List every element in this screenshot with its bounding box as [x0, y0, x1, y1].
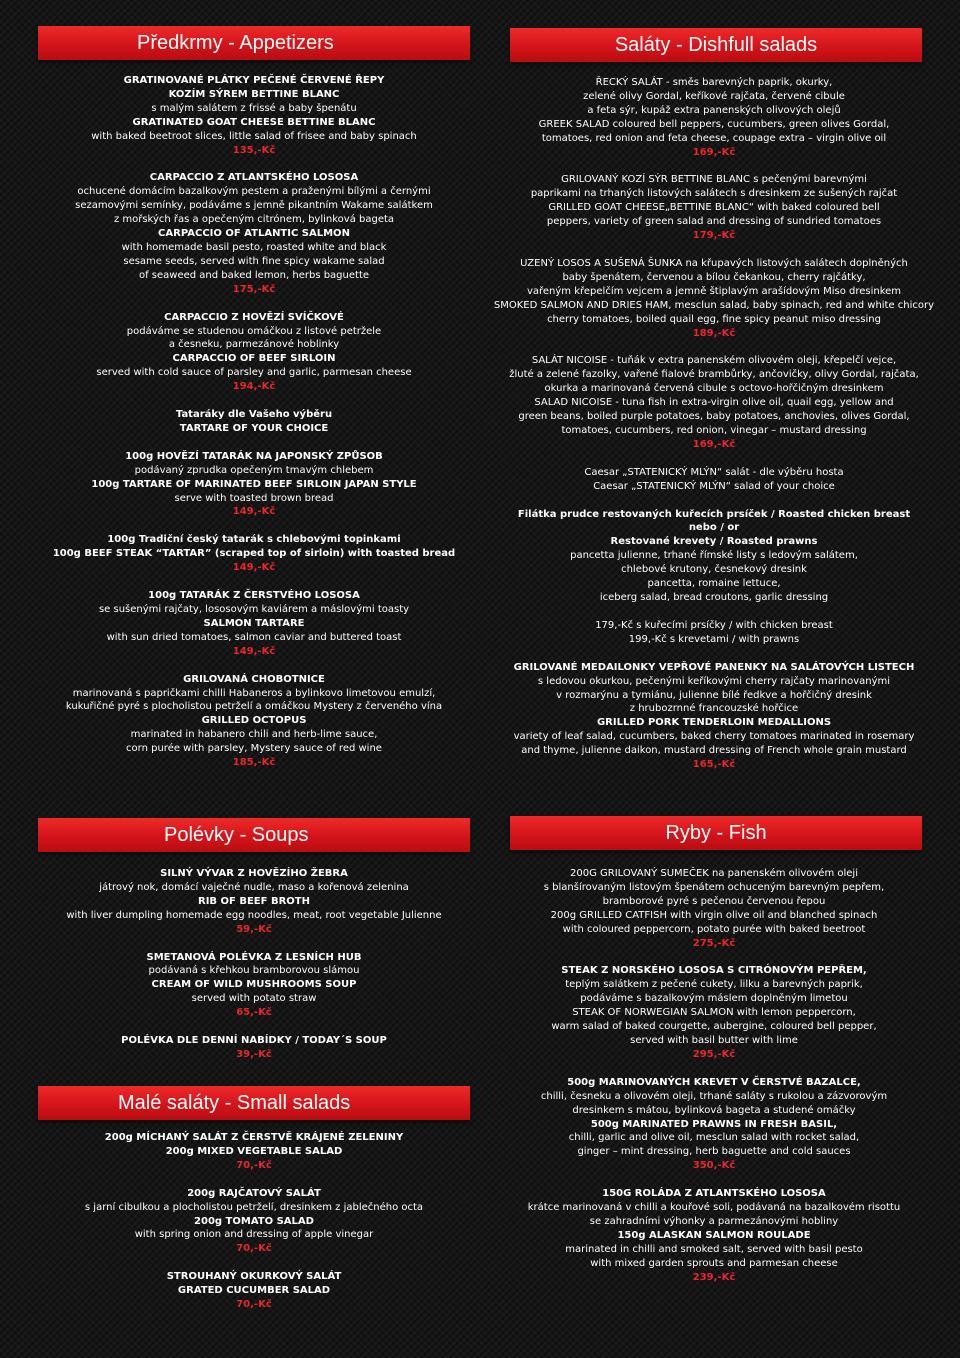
- item-description: s ledovou okurkou, pečenými keříkovými cherry rajčaty marinovanými: [537, 675, 891, 687]
- item-spacer: [42, 519, 466, 533]
- item-spacer: [490, 1062, 938, 1076]
- menu-item: [42, 673, 466, 770]
- item-description: se zahradními výhonky a parmezánovými hobliny: [589, 1215, 839, 1227]
- item-description: chilli, česneku a olivovém oleji, trhané saláty s rukolou a zázvorovým: [540, 1090, 888, 1102]
- item-description: GRILOVANÝ KOZÍ SÝR BETTINE BLANC s pečenými barevnými: [561, 174, 867, 186]
- item-price: 350,-Kč: [692, 1160, 736, 1172]
- item-spacer: [480, 494, 948, 508]
- item-description: SALÁT NICOISE - tuňák v extra panenském olivovém oleji, křepelčí vejce,: [531, 355, 897, 367]
- item-spacer: [42, 394, 466, 408]
- item-description: v rozmarýnu a tymiánu, julienne bílé ředkve a hořčičný dresink: [556, 689, 872, 701]
- item-description: s blanšírovaným listovým špenátem ochuceným barevným pepřem,: [543, 881, 885, 893]
- item-description: Caesar „STATENICKÝ MLÝN“ salát - dle výběru hosta: [584, 466, 844, 478]
- item-description: baby špenátem, červenou a bílou čekankou, cherry rajčátky,: [562, 271, 866, 283]
- item-description: teplým salátkem z pečené cukety, lilku a barevných paprik,: [565, 979, 863, 991]
- item-spacer: [480, 340, 948, 354]
- item-description: with sun dried tomatoes, salmon caviar and buttered toast: [106, 631, 402, 643]
- item-description: paprikami na trhaných listových salátech s dresinkem ze sušených rajčat: [530, 188, 898, 200]
- item-description: pancetta julienne, trhané římské listy s ledovým salátem,: [570, 550, 858, 562]
- item-spacer: [42, 436, 466, 450]
- menu-item: [490, 1076, 938, 1173]
- menu-item: [480, 661, 948, 772]
- menu-item: [42, 450, 466, 520]
- item-title: GRATINOVANÉ PLÁTKY PEČENÉ ČERVENÉ ŘEPY: [123, 75, 385, 86]
- soups-banner: [38, 818, 470, 852]
- item-description: podáváme se studenou omáčkou z listové petržele: [126, 325, 382, 337]
- fish-heading: Ryby - Fish: [665, 822, 767, 844]
- item-title: SILNÝ VÝVAR Z HOVĚZÍHO ŽEBRA: [160, 868, 348, 879]
- item-description: served with potato straw: [191, 993, 317, 1005]
- item-title: 150G ROLÁDA Z ATLANTSKÉHO LOSOSA: [602, 1188, 826, 1200]
- item-spacer: [42, 1020, 466, 1034]
- item-price: 149,-Kč: [232, 506, 276, 518]
- item-description: 200G GRILOVANÝ SUMEČEK na panenském olivovém oleji: [569, 868, 858, 879]
- item-price: 70,-Kč: [236, 1159, 272, 1171]
- item-description: bramborové pyré s pečenou červenou řepou: [602, 895, 826, 907]
- item-description: podávaný zprudka opečeným tmavým chlebem: [134, 464, 374, 476]
- menu-item: [480, 354, 948, 451]
- item-title: CREAM OF WILD MUSHROOMS SOUP: [151, 979, 357, 991]
- item-description: with baked beetroot slices, little salad of frisee and baby spinach: [91, 130, 417, 142]
- item-description: cherry tomatoes, boiled quail egg, fine spicy peanut miso dressing: [547, 313, 881, 325]
- item-title: CARPACCIO Z HOVĚZÍ SVÍČKOVÉ: [164, 311, 344, 323]
- item-description: s malým salátem z frissé a baby špenátu: [151, 102, 357, 114]
- item-price: 194,-Kč: [232, 381, 276, 393]
- item-spacer: [42, 659, 466, 673]
- item-title: 200g MIXED VEGETABLE SALAD: [165, 1145, 343, 1157]
- item-price: 65,-Kč: [236, 1007, 272, 1019]
- item-title: Tataráky dle Vašeho výběru: [175, 409, 333, 421]
- menu-item: [42, 1034, 466, 1062]
- menu-item: [480, 257, 948, 340]
- item-spacer: [42, 937, 466, 951]
- item-title: GRATED CUCUMBER SALAD: [177, 1285, 331, 1297]
- item-description: z mořských řas a opečeným citrónem, bylinková bageta: [113, 214, 395, 226]
- menu-item: [480, 76, 948, 159]
- item-title: 200g RAJČATOVÝ SALÁT: [187, 1187, 321, 1199]
- item-title: nebo / or: [688, 522, 740, 534]
- item-title: 100g BEEF STEAK “TARTAR” (scraped top of sirloin) with toasted bread: [52, 548, 456, 560]
- item-price: 189,-Kč: [692, 327, 736, 339]
- item-title: CARPACCIO OF ATLANTIC SALMON: [158, 228, 350, 240]
- item-spacer: [480, 452, 948, 466]
- item-description: podávaná s křehkou bramborovou slámou: [148, 965, 360, 977]
- item-price: 149,-Kč: [232, 645, 276, 657]
- soups-heading: Polévky - Soups: [164, 824, 309, 846]
- menu-item: [42, 589, 466, 659]
- menu-item: [42, 408, 466, 436]
- menu-item: [490, 867, 938, 950]
- appetizers-heading: Předkrmy - Appetizers: [137, 32, 334, 54]
- item-description: 179,-Kč s kuřecími prsíčky / with chicken breast: [595, 619, 833, 631]
- salads-list: [480, 76, 948, 772]
- item-description: SALAD NICOISE - tuna fish in extra-virgin olive oil, quail egg, yellow and: [534, 397, 894, 409]
- item-description: chilli, garlic and olive oil, mesclun salad with rocket salad,: [568, 1132, 860, 1144]
- item-title: 200g TOMATO SALAD: [194, 1215, 314, 1227]
- item-price: 175,-Kč: [232, 283, 276, 295]
- soups-list: [42, 867, 466, 1062]
- item-description: tomatoes, cucumbers, red onion, vinegar – mustard dressing: [561, 424, 867, 436]
- item-spacer: [480, 243, 948, 257]
- item-description: pancetta, romaine lettuce,: [647, 578, 781, 590]
- item-description: vařeným křepelčím vejcem a jemně štiplavým arašídovým Miso dresinkem: [526, 285, 902, 297]
- item-description: sesame seeds, served with fine spicy wakame salad: [123, 255, 385, 267]
- menu-item: [42, 311, 466, 394]
- item-description: GREEK SALAD coloured bell peppers, cucumbers, green olives Gordal,: [538, 118, 890, 130]
- item-spacer: [42, 1256, 466, 1270]
- item-description: with liver dumpling homemade egg noodles, meat, root vegetable Julienne: [66, 909, 442, 921]
- item-title: 100g TARTARE OF MARINATED BEEF SIRLOIN JAPAN STYLE: [91, 478, 417, 490]
- appetizers-banner: [38, 26, 470, 60]
- item-title: 150g ALASKAN SALMON ROULADE: [617, 1229, 811, 1241]
- item-title: GRILOVANÁ CHOBOTNICE: [183, 673, 325, 685]
- item-description: játrový nok, domácí vaječné nudle, maso a kořenová zelenina: [99, 881, 409, 893]
- item-title: KOZÍM SÝREM BETTINE BLANC: [168, 88, 340, 100]
- item-description: serve with toasted brown bread: [174, 492, 334, 504]
- item-description: peppers, variety of green salad and dressing of sundried tomatoes: [546, 216, 882, 228]
- menu-item: [42, 1187, 466, 1257]
- item-price: 165,-Kč: [692, 759, 736, 771]
- item-spacer: [42, 575, 466, 589]
- item-description: marinated in chilli and smoked salt, served with basil pesto: [565, 1243, 863, 1255]
- menu-item: [490, 1187, 938, 1284]
- item-description: Caesar „STATENICKÝ MLÝN“ salad of your choice: [593, 480, 835, 492]
- item-title: POLÉVKA DLE DENNÍ NABÍDKY / TODAY´S SOUP: [121, 1035, 387, 1047]
- item-price: 239,-Kč: [692, 1271, 736, 1283]
- item-title: Restované krevety / Roasted prawns: [610, 536, 818, 548]
- menu-item: [480, 508, 948, 605]
- menu-item: [480, 619, 948, 647]
- item-description: with homemade basil pesto, roasted white and black: [121, 241, 387, 253]
- item-description: marinovaná s papričkami chilli Habaneros a bylinkovo limetovou emulzí,: [72, 687, 436, 699]
- item-description: zelené olivy Gordal, keříkové rajčata, červené cibule: [583, 90, 845, 102]
- menu-item: [42, 74, 466, 157]
- item-description: ochucené domácím bazalkovým pestem a praženými bílými a černými: [77, 186, 431, 198]
- item-description: 200g GRILLED CATFISH with virgin olive oil and blanched spinach: [550, 909, 878, 921]
- item-description: with coloured peppercorn, potato purée with baked beetroot: [562, 923, 866, 935]
- item-title: GRILLED OCTOPUS: [201, 715, 307, 727]
- item-description: kukuřičné pyré s plocholistou petrželí a omáčkou Mystery z červeného vína: [65, 701, 443, 713]
- item-description: UZENÝ LOSOS A SUŠENÁ ŠUNKA na křupavých listových salátech doplněných: [520, 257, 908, 269]
- menu-item: [480, 173, 948, 243]
- item-title: SMETANOVÁ POLÉVKA Z LESNÍCH HUB: [146, 951, 362, 963]
- fish-list: [490, 867, 938, 1284]
- item-title: STROUHANÝ OKURKOVÝ SALÁT: [166, 1271, 342, 1283]
- item-title: 500g MARINATED PRAWNS IN FRESH BASIL,: [590, 1118, 838, 1130]
- menu-item: [42, 951, 466, 1021]
- item-description: se sušenými rajčaty, lososovým kaviárem a máslovými toasty: [98, 604, 410, 615]
- item-title: TARTARE OF YOUR CHOICE: [179, 422, 329, 434]
- item-title: CARPACCIO OF BEEF SIRLOIN: [172, 353, 336, 365]
- item-description: z hrubozrnné francouzské hořčice: [629, 703, 799, 715]
- item-description: 199,-Kč s krevetami / with prawns: [628, 633, 800, 645]
- item-description: with spring onion and dressing of apple vinegar: [134, 1229, 374, 1241]
- menu-item: [490, 964, 938, 1061]
- item-description: a česneku, parmezánové hoblinky: [168, 339, 340, 351]
- item-title: GRATINATED GOAT CHEESE BETTINE BLANC: [132, 116, 376, 128]
- menu-item: [480, 466, 948, 494]
- item-description: of seaweed and baked lemon, herbs baguette: [138, 269, 370, 281]
- salads-banner: [510, 28, 922, 62]
- item-description: STEAK OF NORWEGIAN SALMON with lemon peppercorn,: [572, 1007, 856, 1019]
- item-price: 39,-Kč: [236, 1048, 272, 1060]
- item-title: 100g TATARÁK Z ČERSTVÉHO LOSOSA: [148, 590, 360, 602]
- item-description: a feta sýr, kupáž extra panenských olivových olejů: [587, 104, 841, 116]
- item-spacer: [480, 605, 948, 619]
- item-description: and thyme, julienne daikon, mustard dressing of French whole grain mustard: [521, 745, 907, 757]
- item-description: podáváme s bazalkovým máslem doplněným limetou: [580, 993, 848, 1005]
- item-spacer: [490, 950, 938, 964]
- item-description: iceberg salad, bread croutons, garlic dressing: [599, 592, 829, 603]
- menu-item: [42, 867, 466, 937]
- item-title: 100g Tradiční český tatarák s chlebovými topinkami: [107, 534, 401, 546]
- item-description: krátce marinovaná v chilli a kouřové soli, podávaná na bazalkovém risottu: [527, 1202, 901, 1214]
- item-description: marinated in habanero chili and herb-lime sauce,: [130, 729, 378, 741]
- item-price: 149,-Kč: [232, 562, 276, 574]
- item-description: okurka a marinovaná červená cibule s octovo-hořčičným dresinkem: [544, 383, 884, 395]
- item-spacer: [42, 157, 466, 171]
- item-title: CARPACCIO Z ATLANTSKÉHO LOSOSA: [149, 172, 359, 184]
- small-salads-list: [42, 1131, 466, 1312]
- item-spacer: [42, 297, 466, 311]
- item-spacer: [490, 1173, 938, 1187]
- item-price: 275,-Kč: [692, 937, 736, 949]
- item-price: 169,-Kč: [692, 438, 736, 450]
- item-description: chlebové krutony, česnekový dresink: [621, 564, 807, 576]
- menu-item: [42, 1131, 466, 1173]
- menu-item: [42, 171, 466, 296]
- item-description: variety of leaf salad, cucumbers, baked cherry tomatoes marinated in rosemary: [513, 731, 915, 743]
- item-description: GRILLED GOAT CHEESE„BETTINE BLANC“ with baked coloured bell: [548, 202, 880, 214]
- item-title: 100g HOVĚZÍ TATARÁK NA JAPONSKÝ ZPŮSOB: [125, 450, 383, 462]
- menu-item: [42, 533, 466, 575]
- item-description: with mixed garden sprouts and parmesan cheese: [590, 1257, 838, 1269]
- salads-heading: Saláty - Dishfull salads: [614, 34, 818, 56]
- item-title: GRILOVANÉ MEDAILONKY VEPŘOVÉ PANENKY NA SALÁTOVÝCH LISTECH: [513, 661, 915, 673]
- appetizers-list: [42, 74, 466, 770]
- item-description: warm salad of baked courgette, aubergine, coloured bell pepper,: [551, 1021, 877, 1033]
- item-price: 185,-Kč: [232, 757, 276, 769]
- item-description: green beans, boiled purple potatoes, baby potatoes, anchovies, olives Gordal,: [518, 411, 910, 423]
- item-description: tomatoes, red onion and feta cheese, coupage extra – virgin olive oil: [541, 132, 887, 144]
- item-spacer: [480, 647, 948, 661]
- item-description: SMOKED SALMON AND DRIES HAM, mesclun salad, baby spinach, red and white chicory: [493, 299, 935, 311]
- item-price: 295,-Kč: [692, 1048, 736, 1060]
- item-title: RIB OF BEEF BROTH: [198, 895, 310, 907]
- item-title: Filátka prudce restovaných kuřecích prsíček / Roasted chicken breast: [517, 508, 911, 520]
- item-title: STEAK Z NORSKÉHO LOSOSA S CITRÓNOVÝM PEPŘEM,: [561, 965, 867, 977]
- item-description: served with cold sauce of parsley and garlic, parmesan cheese: [96, 367, 412, 379]
- item-price: 179,-Kč: [692, 230, 736, 242]
- item-description: dresinkem s mátou, bylinková bageta a studené omáčky: [572, 1104, 856, 1116]
- fish-banner: [510, 816, 922, 850]
- item-description: ginger – mint dressing, herb baguette and cold sauces: [577, 1146, 851, 1158]
- item-price: 169,-Kč: [692, 146, 736, 158]
- item-description: corn purée with parsley, Mystery sauce of red wine: [126, 743, 382, 755]
- item-description: ŘECKÝ SALÁT - směs barevných paprik, okurky,: [595, 77, 833, 88]
- item-title: SALMON TARTARE: [203, 617, 305, 629]
- item-title: GRILLED PORK TENDERLOIN MEDALLIONS: [596, 717, 832, 729]
- item-price: 59,-Kč: [236, 923, 272, 935]
- small-salads-banner: [38, 1086, 470, 1120]
- item-price: 70,-Kč: [236, 1243, 272, 1255]
- item-spacer: [42, 1173, 466, 1187]
- item-title: 500g MARINOVANÝCH KREVET V ČERSTVÉ BAZALCE,: [567, 1076, 861, 1088]
- item-spacer: [480, 159, 948, 173]
- item-description: sezamovými semínky, podáváme s jemně pikantním Wakame salátkem: [75, 200, 433, 212]
- small-salads-heading: Malé saláty - Small salads: [118, 1092, 351, 1114]
- menu-item: [42, 1270, 466, 1312]
- item-description: žluté a zelené fazolky, vařené fialové brambůrky, ančovičky, olivy Gordal, rajčata,: [509, 369, 919, 381]
- item-description: served with basil butter with lime: [630, 1034, 798, 1046]
- item-price: 70,-Kč: [236, 1299, 272, 1311]
- item-title: 200g MÍCHANÝ SALÁT Z ČERSTVĚ KRÁJENÉ ZELENINY: [104, 1132, 404, 1143]
- item-price: 135,-Kč: [232, 144, 276, 156]
- item-description: s jarní cibulkou a plocholistou petrželí, dresinkem z jablečného octa: [84, 1201, 424, 1213]
